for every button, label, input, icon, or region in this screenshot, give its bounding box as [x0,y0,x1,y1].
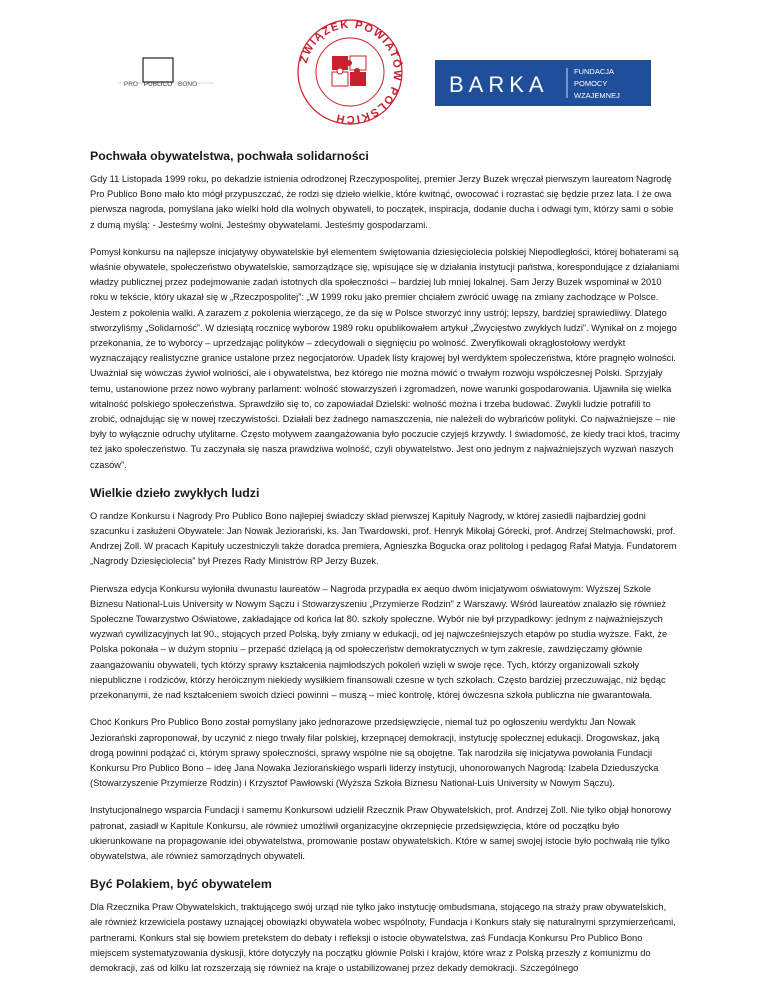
paragraph: Gdy 11 Listopada 1999 roku, po dekadzie istnienia odrodzonej Rzeczypospolitej, premier Jerzy Buzek wręczał pierwszym laureatom Nagrodę Pro Publico Bono mało kto mógł przypuszczać, że rodzi się dzieło wielkie, które kwitnąć, owocować i rozrastać się będzie przez lata. I że owa pierwsza nagroda, pomyślana jako wielki hołd dla wolnych obywateli, to początek, inspiracja, dodanie ducha i odwagi tym, którzy sami o sobie z dumą myślą: - Jesteśmy wolni. Jesteśmy obywatelami. Jesteśmy gospodarzami. [90,174,674,230]
paragraph: Choć Konkurs Pro Publico Bono został pomyślany jako jednorazowe przedsięwzięcie, niemal tuż po ogłoszeniu werdyktu Jan Nowak Jeziorański zaproponował, by uczynić z niego trwały filar polskiej, krzepnącej demokracji, instytucję społecznej edukacji. Drogowskaz, jaką drogą powinni podążać ci, którym sprawy społeczności, sprawy wspólne nie są obojętne. Tak narodziła się inicjatywa powołania Fundacji Konkursu Pro Publico Bono – ideę Jana Nowaka Jeziorańskiego wsparli liderzy instytucji, uhonorowanych Nagrodą: Izabela Dzieduszycka (Stowarzyszenie Przymierze Rodzin) i Krzysztof Pawłowski (Wyższa Szkoła Biznesu National-Luis University w Nowym Sączu). [90,717,660,789]
paragraph: Instytucjonalnego wsparcia Fundacji i samemu Konkursowi udzielił Rzecznik Praw Obywatelskich, prof. Andrzej Zoll. Nie tylko objął honorowy patronat, zasiadł w Kapitule Konkursu, ale również umożliwił organizacyjne okrzepnięcie przedsięwzięcia, które od początku było ukierunkowane na propagowanie idei obywatelstwa, promowanie postaw obywatelskich. Które w samej swojej istocie było pochwałą nie tylko obywatelstwa, ale również samorządnych obywateli. [90,805,672,861]
section-heading: Wielkie dzieło zwykłych ludzi [90,485,260,500]
paragraph: Dla Rzecznika Praw Obywatelskich, traktującego swój urząd nie tylko jako instytucję ombudsmana, stojącego na straży praw obywatelskich, ale również krzewiciela postawy uznającej obowiązki obywatela wobec wspólnoty, Fundacja i Konkurs stały się naturalnymi sprzymierzeńcami, partnerami. Konkurs stał się bowiem pretekstem do debaty i refleksji o istocie obywatelstwa, zaś Fundacja Konkursu Pro Publico Bono miejscem systematyzowania dyskusji, które dotyczyły na początku głównie Polski i krajów, które wraz z Polską przeszły z komunizmu do demokracji, zaś od kilku lat rozszerzają się również na kraje o ustabilizowanej przez dekady demokracji. Szczególnego [90,902,676,973]
svg-text:PRO: PRO [123,81,138,88]
article-body [90,146,680,988]
section-heading: Być Polakiem, być obywatelem [90,877,272,892]
svg-text:WZAJEMNEJ: WZAJEMNEJ [574,91,620,100]
section-byc-polakiem [90,876,680,976]
zwiazek-powiatow-polskich-logo [292,14,408,130]
paragraph: O randze Konkursu i Nagrody Pro Publico Bono najlepiej świadczy skład pierwszej Kapituły Nagrody, w której zasiedli najbardziej godni szacunku i zasłużeni Obywatele: Jan Nowak Jeziorański, ks. Jan Twardowski, prof. Henryk Mikołaj Górecki, prof. Andrzej Stelmachowski, prof. Andrzej Zoll. W pracach Kapituły uczestniczyli także doradca premiera, Agnieszka Bogucka oraz politolog i pedagog Rafał Matyja. Fundatorem „Nagrody Dziesięciolecia” był Prezes Rady Ministrów RP Jerzy Buzek. [90,510,677,567]
svg-text:PUBLICO: PUBLICO [143,81,173,88]
barka-logo [435,60,651,106]
puzzle-icon [332,56,366,86]
svg-text:POMOCY: POMOCY [574,79,608,88]
svg-text:ZWIĄZEK POWIATÓW POLSKICH: ZWIĄZEK POWIATÓW POLSKICH [297,18,404,126]
svg-text:FUNDACJA: FUNDACJA [574,67,615,76]
section-wielkie-dzielo [90,485,680,864]
paragraph: Pomysł konkursu na najlepsze inicjatywy obywatelskie był elementem świętowania dziesięciolecia polskiej Niepodległości, której bohaterami są właśnie obywatele, społeczeństwo obywatelskie, samorządzące się, wpisujące się w działania instytucji państwa, korespondujące z działaniami władzy publicznej przez podejmowanie zadań istotnych dla społeczności – bardziej lub mniej lokalnej. Sam Jerzy Buzek wspominał w 2010 roku w tekście, który ukazał się w „Rzeczpospolitej”: „W 1999 roku jako premier chciałem zwrócić uwagę na zmiany zachodzące w Polsce. Jestem z pokolenia walki. A zarazem z pokolenia wierzącego, że da się w Polsce stworzyć inny ustrój; lepszy, bardziej sprawiedliwy. Dlatego stworzyliśmy „Solidarność”. W dziesiątą rocznicę wyborów 1989 roku opublikowałem artykuł „Zwycięstwo zwykłych ludzi”. Wynikał on z mojego przekonania, że to wyborcy – uprzedzając polityków – zdecydowali o sięgnięciu po wolność. Zweryfikowali okrągłostołowy werdykt wyznaczający realistyczne granice ustalone przez negocjatorów. Upadek listy krajowej był werdyktem społeczeństwa, które pragnęło wolności. Uważniał się wówczas żywioł wolności, ale i obywatelstwa, bez którego nie można mówić o trwałym rozwoju współczesnej Polski. Sprzyjały temu, ustanowione przez nowo wybrany parlament: wolność stowarzyszeń i zgromadzeń, nowe warunki gospodarowania. Ujawniła się wielka witalność polskiego społeczeństwa. Sprawdziło się to, co zapowiadał Dzielski: wolność można i trzeba budować. Zwykli ludzie potrafili to zrobić, odnajdując się w nowej rzeczywistości. Działali bez żadnego namaszczenia, nie należeli do wybrańców polityki. Co najważniejsze – nie były to wyłącznie odruchy utylitarne. Często motywem zaangażowania było poczucie czyjejś krzywdy. I świadomość, że kiedy traci ktoś, tracimy też jako społeczeństwo. Tu zaczynała się nasza prawdziwa wolność, czyli obywatelstwo. Jest ono jednym z najważniejszych wyzwań naszych czasów”. [90,246,680,470]
paragraph: Pierwsza edycja Konkursu wyłoniła dwunastu laureatów – Nagroda przypadła ex aequo dwóm inicjatywom oświatowym: Wyższej Szkole Biznesu National-Luis University w Nowym Sączu i Stowarzyszeniu „Przymierze Rodzin” z Warszawy. Wśród laureatów znalazło się również Społeczne Towarzystwo Oświatowe, zakładające od końca lat 80. szkoły społeczne. Wybór nie był przypadkowy: jednym z najważniejszych wyzwań cywilizacyjnych lat 90., stojących przed Polską, były zmiany w edukacji, od jej najwcześniejszych etapów po studia wyższe. Fakt, że Polska pokonała – w dużym stopniu – przepaść dzielącą ją od społeczeństw demokratycznych w tym zakresie, zawdzięczamy głównie zaangażowaniu obywateli, tych którzy sprawy kształcenia najmłodszych pokoleń wzięli w swoje ręce. Tych, którzy organizowali szkoły niepubliczne i rodziców, którzy heroicznym niekiedy wysiłkiem finansowali czesne w tych szkołach. Często bardziej przeczuwając, niż będąc przekonanymi, że nad kształceniem swoich dzieci powinni – muszą – mieć kontrolę, której ówczesna szkoła publiczna nie gwarantowała. [90,583,668,701]
svg-text:BARKA: BARKA [449,72,549,97]
header-logos [0,0,768,140]
section-heading: Pochwała obywatelstwa, pochwała solidarności [90,149,369,163]
pro-publico-bono-logo [118,56,214,100]
section-pochwala [90,148,680,473]
svg-text:BONO: BONO [178,81,198,88]
